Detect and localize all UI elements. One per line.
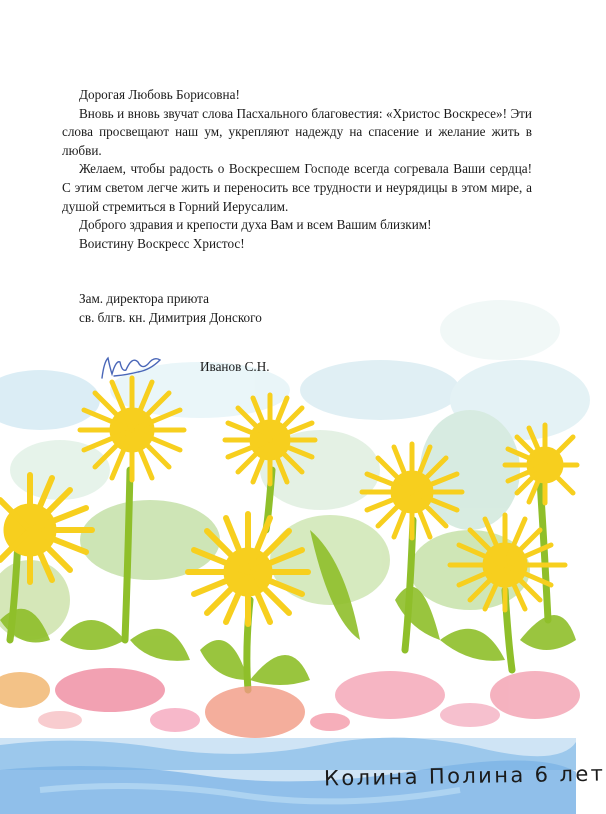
dandelion-flower bbox=[362, 444, 462, 538]
letter-salutation: Дорогая Любовь Борисовна! bbox=[79, 87, 240, 102]
letter-paragraph: Доброго здравия и крепости духа Вам и всем Вашим близким! bbox=[79, 217, 432, 233]
letter-paragraph: Воистину Воскресс Христос! bbox=[79, 235, 245, 251]
signature-title bbox=[79, 289, 262, 327]
handwritten-signature bbox=[98, 348, 168, 384]
dandelion-flower bbox=[80, 378, 184, 480]
letter-paragraph: Желаем, чтобы радость о Воскресшем Господе всегда согревала Ваши сердца! С этим светом легче жить и переносить все трудности и неурядицы в этом мире, а душой стремиться в Горний Иерусалим. bbox=[62, 161, 532, 214]
dandelion-flower bbox=[188, 514, 308, 624]
signature-name: Иванов С.Н. bbox=[200, 359, 270, 374]
dandelion-flower bbox=[225, 395, 315, 484]
letter-body bbox=[62, 86, 532, 253]
signature-title-line: св. блгв. кн. Димитрия Донского bbox=[79, 310, 262, 325]
signature-title-line: Зам. директора приюта bbox=[79, 291, 209, 306]
child-caption: Колина Полина 6 лет bbox=[323, 761, 606, 791]
letter-paragraph: Вновь и вновь звучат слова Пасхального благовестия: «Христос Воскресе»! Эти слова просвещают наш ум, укрепляют надежду на спасение и желание жить в любви. bbox=[62, 105, 532, 158]
